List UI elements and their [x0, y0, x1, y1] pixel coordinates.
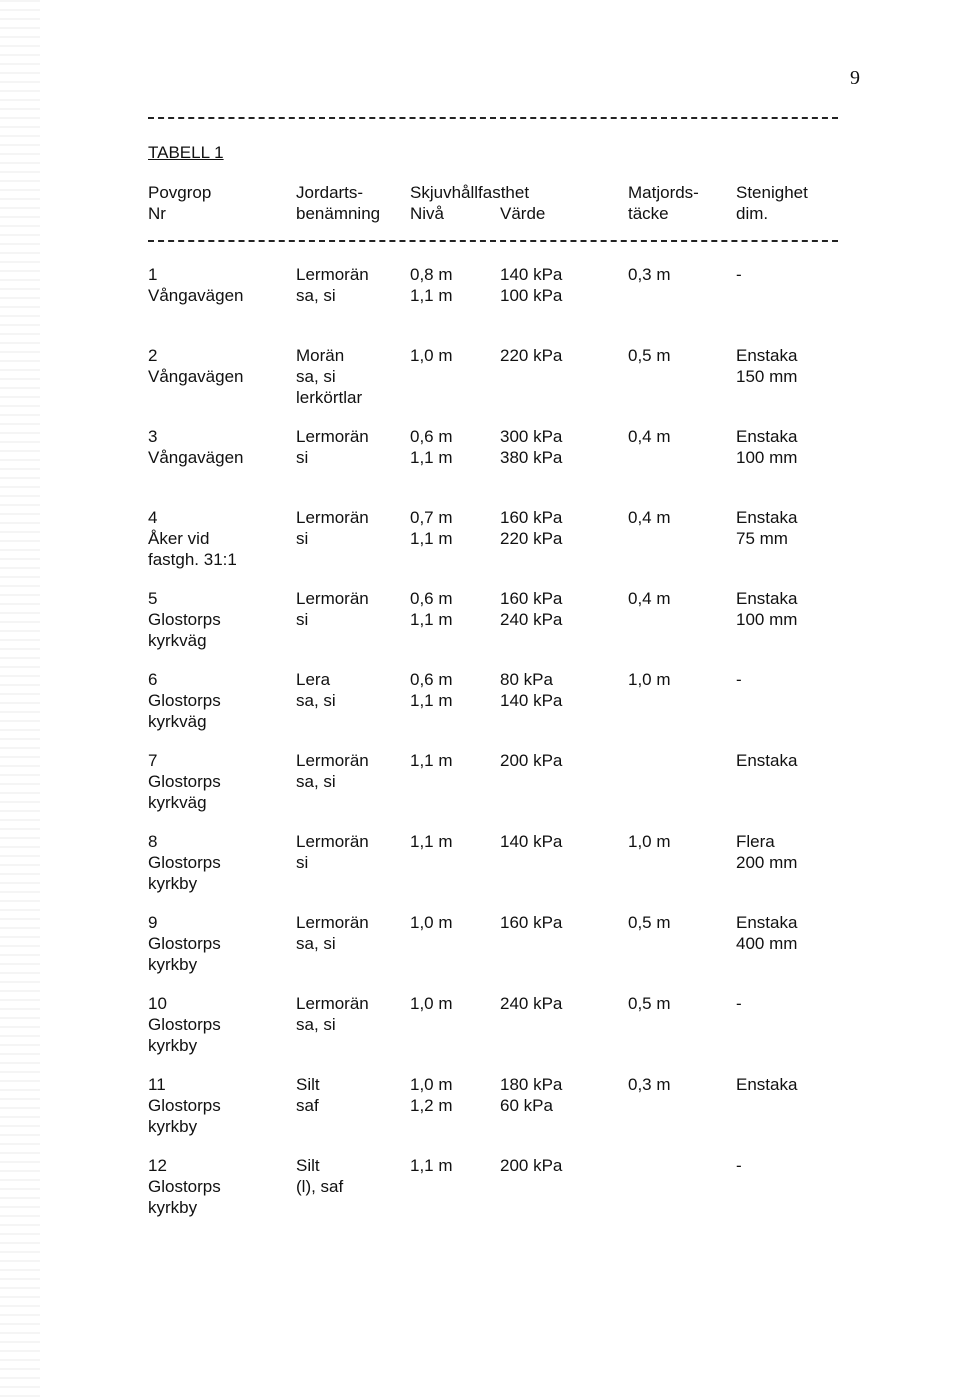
- niva-cell: [410, 831, 453, 852]
- jordart-cell-line: si: [296, 448, 309, 467]
- header-varde: Värde: [500, 204, 546, 223]
- stenighet-cell: [736, 588, 797, 630]
- matjord-cell: [628, 831, 671, 852]
- jordart-cell: [296, 912, 369, 954]
- header-jordarts: Jordarts- benämning: [296, 183, 381, 223]
- niva-cell-line: 1,0 m: [410, 913, 453, 932]
- povgrop-cell-line: kyrkby: [148, 1198, 198, 1217]
- varde-cell-line: 220 kPa: [500, 346, 563, 365]
- povgrop-cell-line: Glostorps: [148, 1096, 221, 1115]
- varde-cell-line: 220 kPa: [500, 529, 563, 548]
- table-row: [0, 426, 960, 507]
- povgrop-cell-line: 4: [148, 508, 158, 527]
- jordart-cell-line: sa, si: [296, 1015, 336, 1034]
- niva-cell: [410, 264, 453, 306]
- matjord-cell: [628, 345, 671, 366]
- niva-cell: [410, 912, 453, 933]
- table-title: TABELL 1: [148, 143, 224, 162]
- stenighet-cell-line: 400 mm: [736, 934, 798, 953]
- niva-cell: [410, 1074, 453, 1116]
- jordart-cell: [296, 426, 369, 468]
- jordart-cell: [296, 831, 369, 873]
- matjord-cell: [628, 507, 671, 528]
- varde-cell-line: 200 kPa: [500, 751, 563, 770]
- povgrop-cell: [148, 426, 243, 468]
- stenighet-cell: [736, 345, 797, 387]
- stenighet-cell-line: Enstaka: [736, 913, 798, 932]
- jordart-cell-line: Lermorän: [296, 508, 369, 527]
- stenighet-cell-line: Enstaka: [736, 751, 798, 770]
- niva-cell-line: 1,2 m: [410, 1096, 453, 1115]
- table-body: [0, 264, 960, 1236]
- varde-cell-line: 80 kPa: [500, 670, 553, 689]
- povgrop-cell-line: 6: [148, 670, 158, 689]
- jordart-cell: [296, 345, 362, 408]
- jordart-cell: [296, 588, 369, 630]
- stenighet-cell: [736, 669, 742, 690]
- varde-cell: [500, 426, 562, 468]
- stenighet-cell: [736, 750, 797, 771]
- jordart-cell: [296, 1074, 320, 1116]
- table-row: [0, 750, 960, 831]
- povgrop-cell-line: Glostorps: [148, 610, 221, 629]
- matjord-cell: [628, 669, 671, 690]
- niva-cell-line: 1,1 m: [410, 448, 453, 467]
- matjord-cell: [628, 264, 671, 285]
- povgrop-cell-line: kyrkby: [148, 874, 198, 893]
- matjord-cell-line: 0,4 m: [628, 589, 671, 608]
- niva-cell-line: 1,1 m: [410, 1156, 453, 1175]
- povgrop-cell: [148, 750, 221, 813]
- niva-cell: [410, 1155, 453, 1176]
- niva-cell: [410, 993, 453, 1014]
- jordart-cell-line: saf: [296, 1096, 319, 1115]
- matjord-cell-line: 1,0 m: [628, 670, 671, 689]
- jordart-cell-line: sa, si: [296, 286, 336, 305]
- matjord-cell: [628, 426, 671, 447]
- jordart-cell-line: Lermorän: [296, 994, 369, 1013]
- stenighet-cell-line: -: [736, 994, 742, 1013]
- povgrop-cell-line: kyrkby: [148, 1036, 198, 1055]
- povgrop-cell-line: kyrkväg: [148, 631, 207, 650]
- jordart-cell-line: (l), saf: [296, 1177, 344, 1196]
- varde-cell-line: 300 kPa: [500, 427, 563, 446]
- stenighet-cell-line: Enstaka: [736, 508, 798, 527]
- jordart-cell: [296, 750, 369, 792]
- povgrop-cell-line: Vångavägen: [148, 448, 244, 467]
- table-row: [0, 993, 960, 1074]
- varde-cell-line: 160 kPa: [500, 508, 563, 527]
- matjord-cell-line: 0,4 m: [628, 508, 671, 527]
- jordart-cell: [296, 264, 369, 306]
- jordart-cell-line: Lera: [296, 670, 331, 689]
- povgrop-cell: [148, 831, 221, 894]
- povgrop-cell-line: 5: [148, 589, 158, 608]
- table-row: [0, 588, 960, 669]
- stenighet-cell: [736, 1155, 742, 1176]
- povgrop-cell: [148, 1155, 221, 1218]
- varde-cell: [500, 264, 562, 306]
- jordart-cell-line: si: [296, 853, 309, 872]
- table-row: [0, 912, 960, 993]
- header-stenighet: Stenighet dim.: [736, 183, 808, 223]
- stenighet-cell: [736, 993, 742, 1014]
- varde-cell: [500, 912, 562, 933]
- niva-cell: [410, 750, 453, 771]
- varde-cell-line: 140 kPa: [500, 832, 563, 851]
- povgrop-cell: [148, 912, 221, 975]
- jordart-cell-line: Lermorän: [296, 265, 369, 284]
- povgrop-cell-line: 11: [148, 1075, 166, 1094]
- povgrop-cell-line: 8: [148, 832, 158, 851]
- niva-cell-line: 1,0 m: [410, 994, 453, 1013]
- jordart-cell-line: si: [296, 610, 309, 629]
- niva-cell-line: 1,1 m: [410, 832, 453, 851]
- niva-cell-line: 1,1 m: [410, 751, 453, 770]
- povgrop-cell: [148, 345, 243, 387]
- povgrop-cell-line: 9: [148, 913, 158, 932]
- povgrop-cell: [148, 588, 221, 651]
- stenighet-cell-line: Enstaka: [736, 427, 798, 446]
- table-row: [0, 1155, 960, 1236]
- jordart-cell-line: si: [296, 529, 309, 548]
- matjord-cell: [628, 1074, 671, 1095]
- stenighet-cell-line: Flera: [736, 832, 775, 851]
- povgrop-cell: [148, 993, 221, 1056]
- jordart-cell-line: Morän: [296, 346, 345, 365]
- stenighet-cell: [736, 426, 797, 468]
- povgrop-cell-line: Vångavägen: [148, 286, 244, 305]
- jordart-cell-line: Silt: [296, 1156, 320, 1175]
- stenighet-cell-line: 200 mm: [736, 853, 798, 872]
- matjord-cell: [628, 993, 671, 1014]
- matjord-cell-line: 0,3 m: [628, 1075, 671, 1094]
- povgrop-cell-line: Vångavägen: [148, 367, 244, 386]
- niva-cell: [410, 507, 453, 549]
- varde-cell-line: 380 kPa: [500, 448, 563, 467]
- niva-cell-line: 0,7 m: [410, 508, 453, 527]
- povgrop-cell-line: Åker vid: [148, 529, 210, 548]
- page-number: 9: [850, 67, 860, 89]
- stenighet-cell: [736, 1074, 797, 1095]
- niva-cell-line: 0,8 m: [410, 265, 453, 284]
- jordart-cell: [296, 993, 369, 1035]
- niva-cell: [410, 669, 453, 711]
- niva-cell: [410, 426, 453, 468]
- header-niva: Nivå: [410, 204, 445, 223]
- matjord-cell: [628, 912, 671, 933]
- niva-cell-line: 1,0 m: [410, 1075, 453, 1094]
- stenighet-cell-line: -: [736, 1156, 742, 1175]
- jordart-cell-line: lerkörtlar: [296, 388, 363, 407]
- matjord-cell: [628, 588, 671, 609]
- povgrop-cell-line: kyrkväg: [148, 793, 207, 812]
- niva-cell-line: 1,1 m: [410, 286, 453, 305]
- jordart-cell-line: Lermorän: [296, 832, 369, 851]
- matjord-cell-line: 0,5 m: [628, 346, 671, 365]
- povgrop-cell-line: fastgh. 31:1: [148, 550, 237, 569]
- jordart-cell: [296, 507, 369, 549]
- varde-cell-line: 140 kPa: [500, 265, 563, 284]
- povgrop-cell-line: 7: [148, 751, 158, 770]
- povgrop-cell-line: 2: [148, 346, 158, 365]
- varde-cell: [500, 750, 562, 771]
- stenighet-cell-line: Enstaka: [736, 1075, 798, 1094]
- varde-cell-line: 160 kPa: [500, 913, 563, 932]
- varde-cell-line: 160 kPa: [500, 589, 563, 608]
- niva-cell-line: 1,0 m: [410, 346, 453, 365]
- stenighet-cell-line: 150 mm: [736, 367, 798, 386]
- povgrop-cell-line: 1: [148, 265, 158, 284]
- povgrop-cell-line: kyrkby: [148, 1117, 198, 1136]
- table-row: [0, 264, 960, 345]
- povgrop-cell-line: Glostorps: [148, 772, 221, 791]
- varde-cell: [500, 345, 562, 366]
- header-skjuvhallfasthet: Skjuvhållfasthet: [410, 183, 530, 202]
- niva-cell-line: 0,6 m: [410, 670, 453, 689]
- header-povgrop: Povgrop Nr: [148, 183, 212, 223]
- jordart-cell: [296, 1155, 343, 1197]
- stenighet-cell-line: Enstaka: [736, 346, 798, 365]
- varde-cell-line: 100 kPa: [500, 286, 563, 305]
- jordart-cell-line: Lermorän: [296, 751, 369, 770]
- table-row: [0, 669, 960, 750]
- varde-cell: [500, 993, 562, 1014]
- jordart-cell-line: sa, si: [296, 934, 336, 953]
- stenighet-cell: [736, 507, 797, 549]
- varde-cell-line: 200 kPa: [500, 1156, 563, 1175]
- niva-cell: [410, 588, 453, 630]
- niva-cell-line: 0,6 m: [410, 589, 453, 608]
- matjord-cell-line: 0,5 m: [628, 913, 671, 932]
- matjord-cell-line: 0,3 m: [628, 265, 671, 284]
- stenighet-cell: [736, 912, 797, 954]
- povgrop-cell-line: kyrkby: [148, 955, 198, 974]
- matjord-cell-line: 0,4 m: [628, 427, 671, 446]
- stenighet-cell-line: Enstaka: [736, 589, 798, 608]
- matjord-cell-line: 1,0 m: [628, 832, 671, 851]
- jordart-cell-line: sa, si: [296, 772, 336, 791]
- jordart-cell-line: Lermorän: [296, 427, 369, 446]
- table-row: [0, 345, 960, 426]
- top-divider: [148, 117, 838, 119]
- header-matjordstacke: Matjords- täcke: [628, 183, 699, 223]
- povgrop-cell-line: Glostorps: [148, 853, 221, 872]
- stenighet-cell-line: 75 mm: [736, 529, 788, 548]
- matjord-cell-line: 0,5 m: [628, 994, 671, 1013]
- stenighet-cell: [736, 831, 797, 873]
- povgrop-cell-line: Glostorps: [148, 1015, 221, 1034]
- header-divider: [148, 240, 838, 242]
- niva-cell-line: 1,1 m: [410, 691, 453, 710]
- varde-cell: [500, 588, 562, 630]
- niva-cell-line: 0,6 m: [410, 427, 453, 446]
- jordart-cell-line: Lermorän: [296, 913, 369, 932]
- povgrop-cell-line: Glostorps: [148, 691, 221, 710]
- povgrop-cell: [148, 264, 243, 306]
- povgrop-cell-line: 10: [148, 994, 167, 1013]
- povgrop-cell-line: kyrkväg: [148, 712, 207, 731]
- povgrop-cell: [148, 507, 237, 570]
- jordart-cell-line: sa, si: [296, 367, 336, 386]
- povgrop-cell-line: 12: [148, 1156, 167, 1175]
- stenighet-cell: [736, 264, 742, 285]
- varde-cell: [500, 1074, 562, 1116]
- varde-cell-line: 240 kPa: [500, 610, 563, 629]
- varde-cell-line: 180 kPa: [500, 1075, 563, 1094]
- povgrop-cell-line: 3: [148, 427, 158, 446]
- jordart-cell-line: sa, si: [296, 691, 336, 710]
- stenighet-cell-line: -: [736, 265, 742, 284]
- jordart-cell-line: Silt: [296, 1075, 320, 1094]
- varde-cell-line: 60 kPa: [500, 1096, 553, 1115]
- jordart-cell-line: Lermorän: [296, 589, 369, 608]
- varde-cell-line: 140 kPa: [500, 691, 563, 710]
- povgrop-cell-line: Glostorps: [148, 1177, 221, 1196]
- varde-cell: [500, 669, 562, 711]
- varde-cell: [500, 831, 562, 852]
- stenighet-cell-line: 100 mm: [736, 448, 798, 467]
- niva-cell: [410, 345, 453, 366]
- table-row: [0, 507, 960, 588]
- povgrop-cell-line: Glostorps: [148, 934, 221, 953]
- varde-cell: [500, 507, 562, 549]
- table-row: [0, 1074, 960, 1155]
- table-row: [0, 831, 960, 912]
- stenighet-cell-line: 100 mm: [736, 610, 798, 629]
- povgrop-cell: [148, 669, 221, 732]
- jordart-cell: [296, 669, 336, 711]
- povgrop-cell: [148, 1074, 221, 1137]
- varde-cell: [500, 1155, 562, 1176]
- varde-cell-line: 240 kPa: [500, 994, 563, 1013]
- stenighet-cell-line: -: [736, 670, 742, 689]
- niva-cell-line: 1,1 m: [410, 610, 453, 629]
- niva-cell-line: 1,1 m: [410, 529, 453, 548]
